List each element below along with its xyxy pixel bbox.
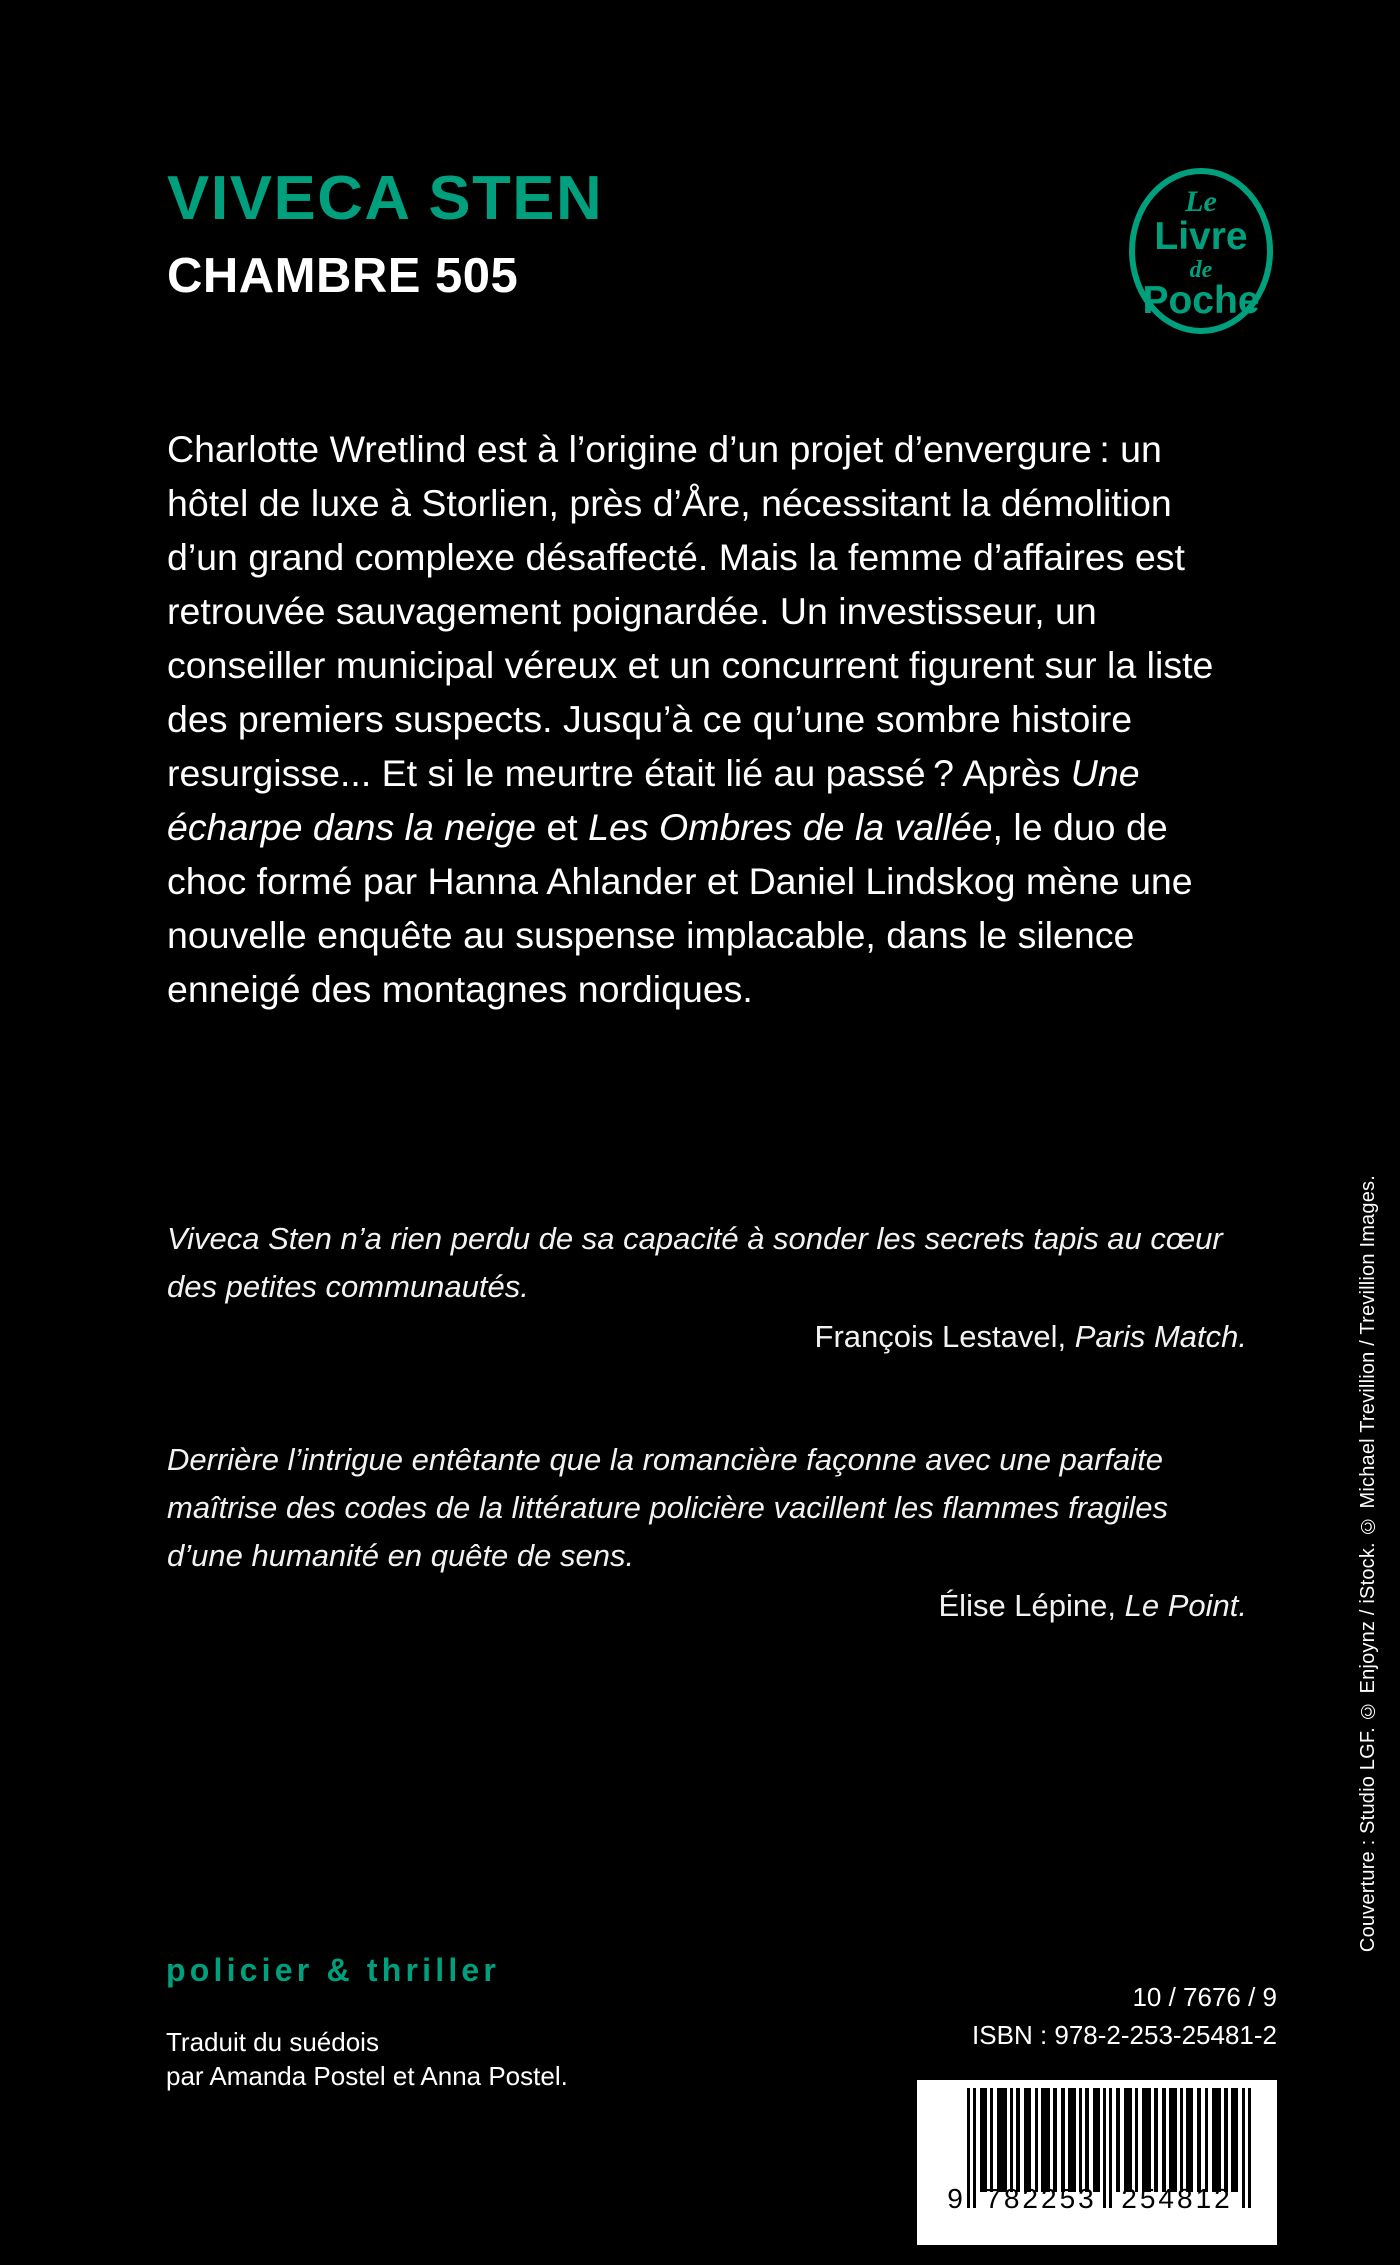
isbn-barcode xyxy=(917,2080,1277,2245)
svg-text:de: de xyxy=(1189,257,1213,283)
synopsis-part-2: et xyxy=(536,806,589,848)
review-quote-text: Derrière l’intrigue entêtante que la romancière façonne avec une parfaite maîtrise des codes de la littérature policière vacillent les flammes fragiles d’une humanité en quête de sens. xyxy=(167,1442,1169,1573)
review-quote xyxy=(167,1215,1247,1361)
cover-credit: Couverture : Studio LGF. © Enjoynz / iStock. © Michael Trevillion / Trevillion Images. xyxy=(1357,1175,1379,1953)
cover-header xyxy=(167,164,1227,303)
synopsis-title-2: Les Ombres de la vallée xyxy=(588,806,993,848)
genre-label: policier & thriller xyxy=(166,1952,501,1988)
synopsis-title-1: Une écharpe dans la neige xyxy=(167,752,1140,848)
svg-text:Livre: Livre xyxy=(1154,215,1248,258)
svg-text:Le: Le xyxy=(1185,185,1217,218)
review-attribution xyxy=(167,1313,1247,1361)
publication-codes xyxy=(972,1978,1277,2054)
synopsis-part-3: , le duo de choc formé par Hanna Ahlander et Daniel Lindskog mène une nouvelle enquête au suspense implacable, dans le silence enneigé des montagnes nordiques. xyxy=(167,806,1193,1010)
review-quotes xyxy=(167,1215,1247,1630)
review-quote xyxy=(167,1436,1247,1630)
author-name: VIVECA STEN xyxy=(167,164,604,233)
svg-text:782253: 782253 xyxy=(985,2183,1097,2214)
translation-credit xyxy=(166,2025,568,2093)
synopsis-text xyxy=(167,422,1247,1016)
review-quote-text: Viveca Sten n’a rien perdu de sa capacité à sonder les secrets tapis au cœur des petites communautés. xyxy=(167,1221,1223,1304)
review-attribution xyxy=(167,1582,1247,1630)
svg-text:9: 9 xyxy=(947,2183,963,2214)
translation-line-1: Traduit du suédois xyxy=(166,2027,379,2057)
review-publication: Le Point. xyxy=(1124,1588,1247,1623)
book-title: CHAMBRE 505 xyxy=(167,249,519,303)
isbn-text: ISBN : 978-2-253-25481-2 xyxy=(972,2020,1277,2050)
livre-de-poche-logo xyxy=(1125,165,1277,337)
svg-text:Poche: Poche xyxy=(1142,279,1260,322)
translation-line-2: par Amanda Postel et Anna Postel. xyxy=(166,2061,568,2091)
review-author: François Lestavel, xyxy=(814,1319,1075,1354)
synopsis-part-1: Charlotte Wretlind est à l’origine d’un projet d’envergure : un hôtel de luxe à Storlien, près d’Åre, nécessitant la démolition d’un grand complexe désaffecté. Mais la femme d’affaires est retrouvée sauvagement poignardée. Un investisseur, un conseiller municipal véreux et un concurrent figurent sur la liste des premiers suspects. Jusqu’à ce qu’une sombre histoire resurgisse... Et si le meurtre était lié au passé ? Après xyxy=(167,428,1214,794)
review-publication: Paris Match. xyxy=(1074,1319,1247,1354)
svg-text:254812: 254812 xyxy=(1121,2183,1233,2214)
catalog-code: 10 / 7676 / 9 xyxy=(1132,1982,1277,2012)
review-author: Élise Lépine, xyxy=(938,1588,1125,1623)
